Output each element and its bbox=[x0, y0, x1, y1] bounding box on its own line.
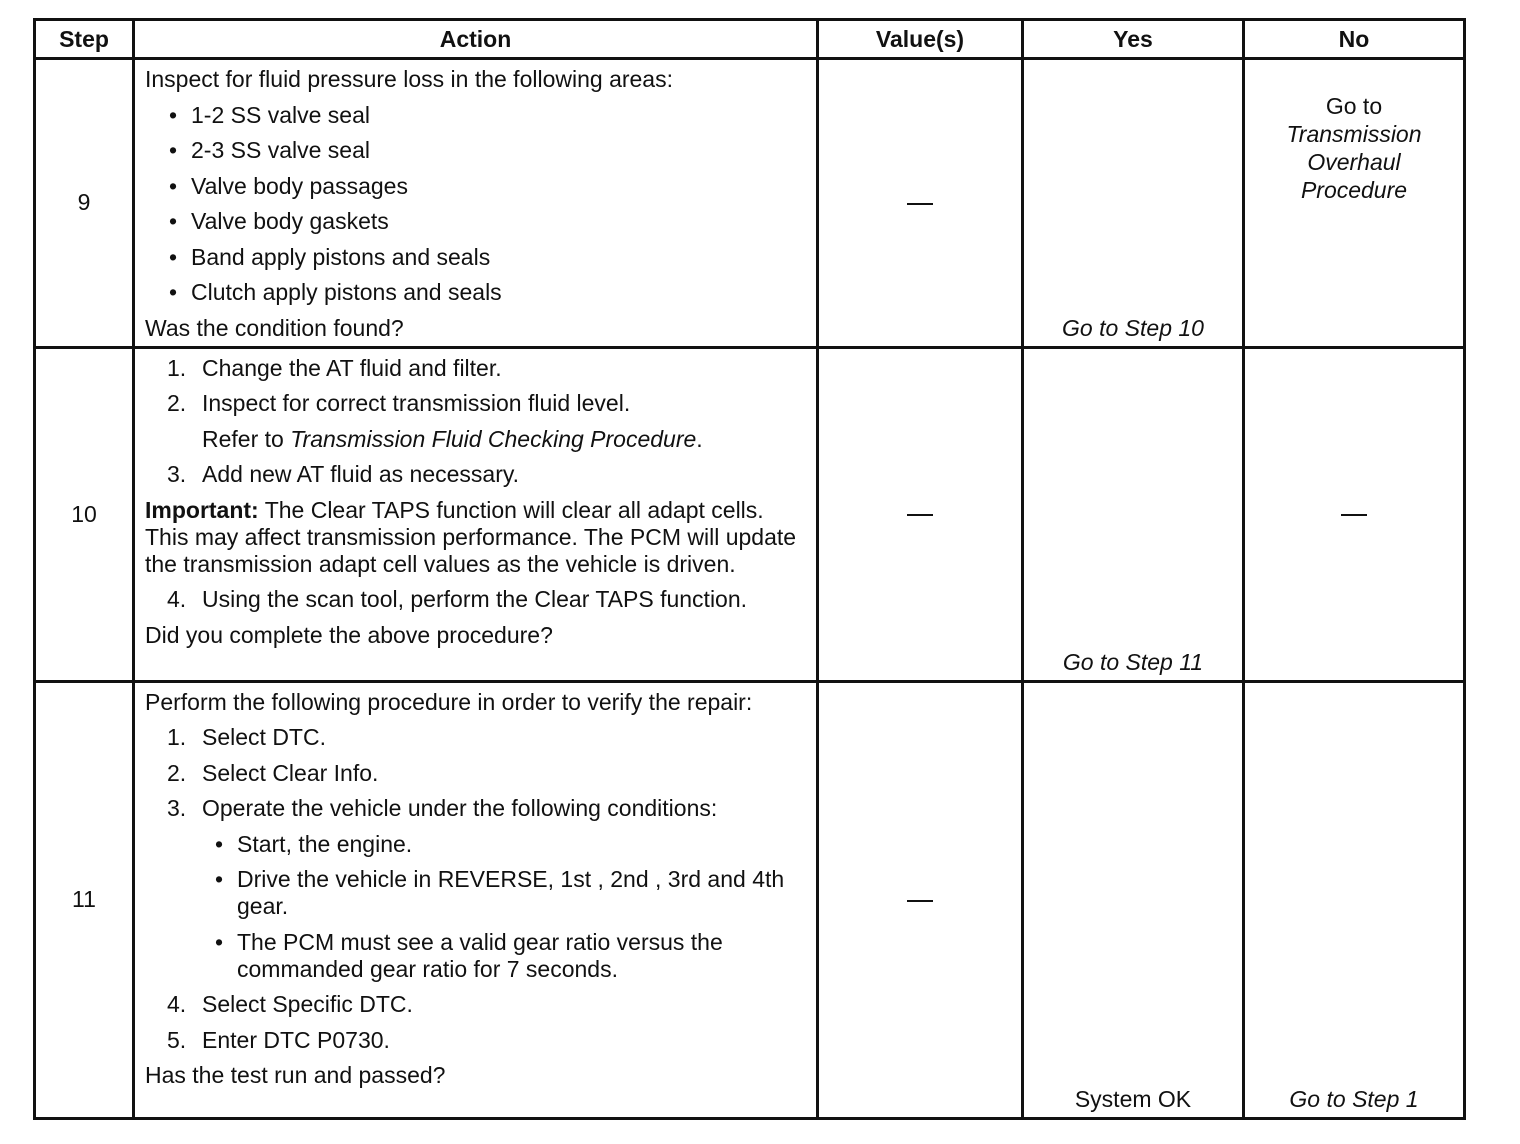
header-no: No bbox=[1244, 20, 1465, 59]
value-cell bbox=[818, 681, 1023, 1118]
refer-line: Refer to Transmission Fluid Checking Procedure. bbox=[202, 425, 703, 452]
header-values: Value(s) bbox=[818, 20, 1023, 59]
list-item: 2. Inspect for correct transmission fluid level. bbox=[167, 390, 631, 416]
table-row-step-9 bbox=[35, 59, 1465, 348]
action-cell bbox=[134, 681, 818, 1118]
value-cell bbox=[818, 347, 1023, 681]
list-item: • Band apply pistons and seals bbox=[169, 243, 491, 270]
list-item: • Clutch apply pistons and seals bbox=[169, 279, 502, 305]
value-cell bbox=[818, 59, 1023, 348]
table-row-step-10 bbox=[35, 347, 1465, 681]
yes-cell bbox=[1023, 681, 1244, 1118]
diagnostic-table bbox=[33, 18, 1466, 1120]
no-cell bbox=[1244, 59, 1465, 348]
action-question: Did you complete the above procedure? bbox=[145, 621, 553, 648]
header-yes: Yes bbox=[1023, 20, 1244, 59]
step-number: 10 bbox=[35, 347, 134, 681]
yes-cell bbox=[1023, 59, 1244, 348]
list-item: 3. Add new AT fluid as necessary. bbox=[167, 461, 520, 487]
list-item: 1. Select DTC. bbox=[167, 724, 326, 750]
value-dash bbox=[907, 900, 933, 902]
list-item: 5. Enter DTC P0730. bbox=[167, 1026, 390, 1053]
yes-link[interactable]: Go to Step 11 bbox=[1062, 648, 1204, 675]
action-question: Was the condition found? bbox=[145, 314, 404, 341]
no-cell bbox=[1244, 681, 1465, 1118]
no-link[interactable]: Go to Transmission Overhaul Procedure bbox=[1286, 93, 1422, 203]
value-dash bbox=[907, 514, 933, 516]
diagnostic-table-container bbox=[33, 18, 1463, 1120]
no-link[interactable]: Go to Step 1 bbox=[1289, 1085, 1419, 1112]
list-item: 1. Change the AT fluid and filter. bbox=[167, 354, 502, 381]
sub-list-item: • Drive the vehicle in REVERSE, 1st , 2nd , 3rd and 4th gear. bbox=[215, 866, 785, 919]
action-intro: Inspect for fluid pressure loss in the following areas: bbox=[145, 66, 673, 92]
list-item: • Valve body passages bbox=[169, 172, 408, 199]
list-item: 4. Select Specific DTC. bbox=[167, 991, 413, 1017]
list-item: • Valve body gaskets bbox=[169, 208, 389, 234]
action-cell bbox=[134, 59, 818, 348]
header-row bbox=[35, 20, 1465, 59]
sub-list-item: • The PCM must see a valid gear ratio versus the commanded gear ratio for 7 seconds. bbox=[215, 928, 723, 982]
action-cell bbox=[134, 347, 818, 681]
list-item: 2. Select Clear Info. bbox=[167, 759, 379, 786]
refer-link[interactable]: Transmission Fluid Checking Procedure bbox=[290, 425, 697, 452]
yes-link[interactable]: Go to Step 10 bbox=[1062, 314, 1204, 341]
yes-cell bbox=[1023, 347, 1244, 681]
list-item: • 1-2 SS valve seal bbox=[169, 101, 370, 128]
step-number: 11 bbox=[35, 681, 134, 1118]
yes-result: System OK bbox=[1074, 1085, 1192, 1112]
no-dash bbox=[1341, 514, 1367, 516]
action-intro: Perform the following procedure in order to verify the repair: bbox=[145, 688, 753, 715]
list-item: 4. Using the scan tool, perform the Clear TAPS function. bbox=[167, 586, 748, 612]
action-question: Has the test run and passed? bbox=[145, 1062, 446, 1088]
step-number: 9 bbox=[35, 59, 134, 348]
sub-list-item: • Start, the engine. bbox=[215, 830, 413, 857]
value-dash bbox=[907, 203, 933, 205]
list-item: 3. Operate the vehicle under the following conditions: bbox=[167, 795, 718, 821]
table-row-step-11 bbox=[35, 681, 1465, 1118]
no-cell bbox=[1244, 347, 1465, 681]
header-step: Step bbox=[35, 20, 134, 59]
important-note: Important: The Clear TAPS function will clear all adapt cells. This may affect transmission performance. The PCM will update the transmission adapt cell values as the vehicle is driven. bbox=[145, 496, 797, 577]
header-action: Action bbox=[134, 20, 818, 59]
list-item: • 2-3 SS valve seal bbox=[169, 137, 370, 163]
